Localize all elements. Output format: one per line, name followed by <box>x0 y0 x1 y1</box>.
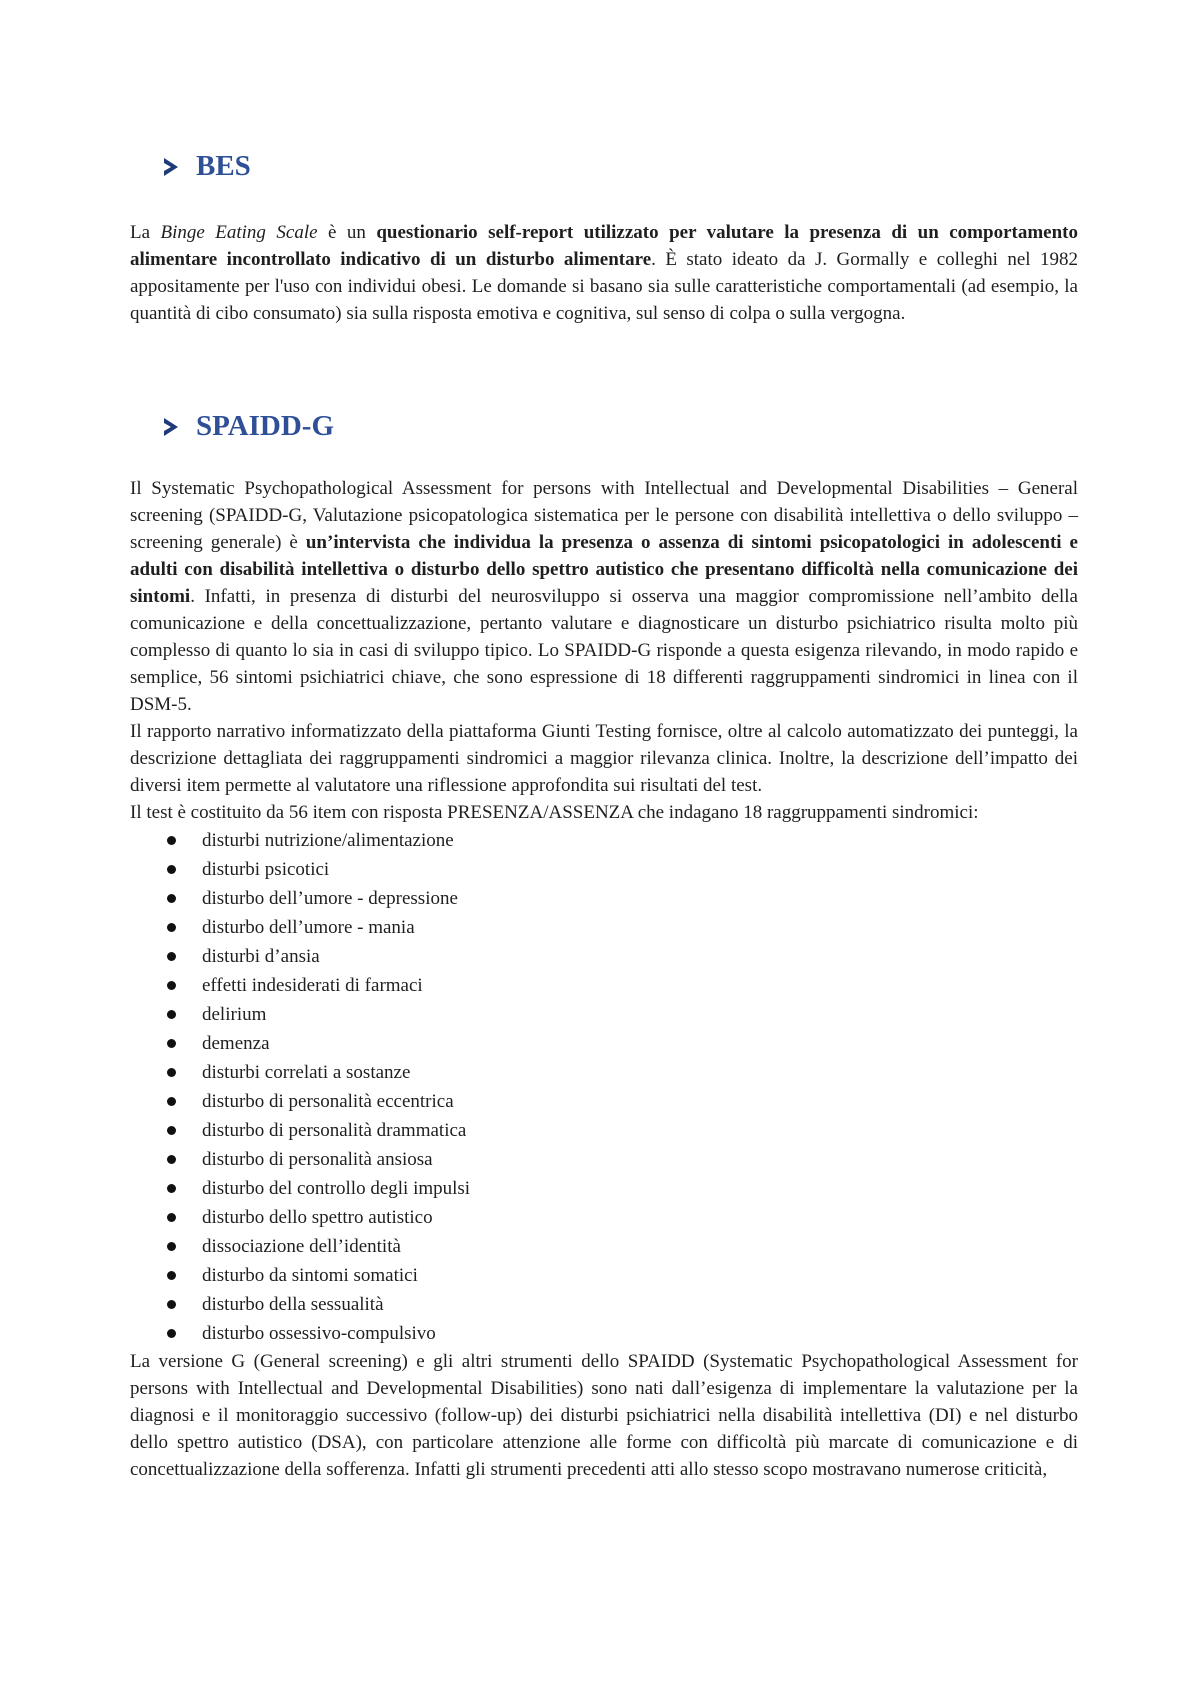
list-item-label: disturbo dell’umore - depressione <box>202 888 458 909</box>
list-item <box>130 1145 1078 1174</box>
bullet-icon <box>167 1242 176 1251</box>
text-run: . È stato ideato da J. Gormally e colleghi nel 1982 appositamente per l'uso con individui obesi. Le domande si basano sia sulle caratteristiche comportamentali (ad esempio, la quantità di cibo consumato) sia sulla risposta emotiva e cognitiva, sul senso di colpa o sulla vergogna. <box>130 249 1078 324</box>
bullet-icon <box>167 865 176 874</box>
paragraph: Il test è costituito da 56 item con risposta PRESENZA/ASSENZA che indagano 18 raggruppamenti sindromici: <box>130 802 979 823</box>
list-item-label: disturbo di personalità ansiosa <box>202 1149 433 1170</box>
spaidd-g-description <box>130 475 1078 1483</box>
bold-statement: un’intervista che individua la presenza o assenza di sintomi psicopatologici in adolescenti e adulti con disabilità intellettiva o disturbo dello spettro autistico che presentano difficoltà nella comunicazione dei sintomi <box>130 532 1078 607</box>
list-item-label: delirium <box>202 1004 267 1025</box>
bullet-icon <box>167 952 176 961</box>
paragraph <box>130 219 1078 327</box>
text-run: Il Systematic Psychopathological Assessment for persons with Intellectual and Developmental Disabilities – General screening (SPAIDD-G, Valutazione psicopatologica sistematica per le persone con disabilità intellettiva o dello sviluppo – screening generale) è <box>130 478 1078 553</box>
list-item <box>130 855 1078 884</box>
list-item-label: disturbo di personalità drammatica <box>202 1120 467 1141</box>
paragraph: Il rapporto narrativo informatizzato della piattaforma Giunti Testing fornisce, oltre al calcolo automatizzato dei punteggi, la descrizione dettagliata dei raggruppamenti sindromici a maggior rilevanza clinica. Inoltre, la descrizione dell’impatto dei diversi item permette al valutatore una riflessione approfondita sui risultati del test. <box>130 721 1078 796</box>
bullet-icon <box>167 981 176 990</box>
bullet-icon <box>167 894 176 903</box>
bes-description <box>130 219 1078 327</box>
list-item-label: disturbi d’ansia <box>202 946 320 967</box>
list-item-label: demenza <box>202 1033 270 1054</box>
list-item-label: disturbi psicotici <box>202 859 330 880</box>
list-item <box>130 884 1078 913</box>
list-item-label: disturbi nutrizione/alimentazione <box>202 830 454 851</box>
list-item <box>130 1319 1078 1348</box>
bullet-icon <box>167 1329 176 1338</box>
section-title: SPAIDD-G <box>196 410 335 442</box>
bullet-icon <box>167 1010 176 1019</box>
list-item <box>130 1000 1078 1029</box>
bullet-icon <box>167 1155 176 1164</box>
list-item <box>130 1290 1078 1319</box>
list-item-label: disturbo del controllo degli impulsi <box>202 1178 471 1199</box>
bullet-icon <box>167 1126 176 1135</box>
bullet-icon <box>167 1068 176 1077</box>
list-item <box>130 942 1078 971</box>
list-item-label: disturbo dell’umore - mania <box>202 917 415 938</box>
bullet-icon <box>167 923 176 932</box>
text-run: è un <box>317 222 377 243</box>
bold-statement: questionario self-report utilizzato per valutare la presenza di un comportamento alimentare incontrollato indicativo di un disturbo alimentare <box>130 222 1078 270</box>
list-item-label: disturbo della sessualità <box>202 1294 384 1315</box>
text-run: . Infatti, in presenza di disturbi del neurosviluppo si osserva una maggior compromissione nell’ambito della comunicazione e della concettualizzazione, pertanto valutare e diagnosticare un disturbo psichiatrico risulta molto più complesso di quanto lo sia in casi di sviluppo tipico. Lo SPAIDD-G risponde a questa esigenza rilevando, in modo rapido e semplice, 56 sintomi psichiatrici chiave, che sono espressione di 18 differenti raggruppamenti sindromici in linea con il DSM-5. <box>130 586 1078 715</box>
list-item-label: effetti indesiderati di farmaci <box>202 975 423 996</box>
bullet-icon <box>167 1271 176 1280</box>
bullet-icon <box>167 836 176 845</box>
list-item <box>130 1116 1078 1145</box>
list-item-label: disturbo da sintomi somatici <box>202 1265 418 1286</box>
list-item-label: disturbo ossessivo-compulsivo <box>202 1323 436 1344</box>
list-item <box>130 1058 1078 1087</box>
list-item-label: disturbi correlati a sostanze <box>202 1062 411 1083</box>
list-item <box>130 1029 1078 1058</box>
list-item <box>130 1087 1078 1116</box>
list-item <box>130 1261 1078 1290</box>
list-item-label: dissociazione dell’identità <box>202 1236 401 1257</box>
text-run: La <box>130 222 161 243</box>
list-item <box>130 1232 1078 1261</box>
list-item <box>130 971 1078 1000</box>
section-heading-spaidd-g <box>162 410 334 443</box>
bullet-icon <box>167 1213 176 1222</box>
list-item <box>130 1203 1078 1232</box>
list-item <box>130 826 1078 855</box>
paragraph: La versione G (General screening) e gli altri strumenti dello SPAIDD (Systematic Psychopathological Assessment for persons with Intellectual and Developmental Disabilities) sono nati dall’esigenza di implementare la valutazione per la diagnosi e il monitoraggio successivo (follow-up) dei disturbi psichiatrici nella disabilità intellettiva (DI) e nel disturbo dello spettro autistico (DSA), con particolare attenzione alle forme con difficoltà più marcate di comunicazione e di concettualizzazione della sofferenza. Infatti gli strumenti precedenti atti allo stesso scopo mostravano numerose criticità, <box>130 1351 1078 1480</box>
list-item <box>130 1174 1078 1203</box>
bullet-icon <box>167 1184 176 1193</box>
section-heading-bes <box>162 150 251 183</box>
chevron-right-icon <box>162 156 182 178</box>
chevron-right-icon <box>162 416 182 438</box>
paragraph <box>130 475 1078 718</box>
bullet-icon <box>167 1300 176 1309</box>
list-item-label: disturbo dello spettro autistico <box>202 1207 433 1228</box>
section-title: BES <box>196 150 251 182</box>
italic-term: Binge Eating Scale <box>160 222 318 243</box>
list-item-label: disturbo di personalità eccentrica <box>202 1091 454 1112</box>
bullet-icon <box>167 1039 176 1048</box>
bullet-icon <box>167 1097 176 1106</box>
list-item <box>130 913 1078 942</box>
syndrome-list <box>130 826 1078 1348</box>
